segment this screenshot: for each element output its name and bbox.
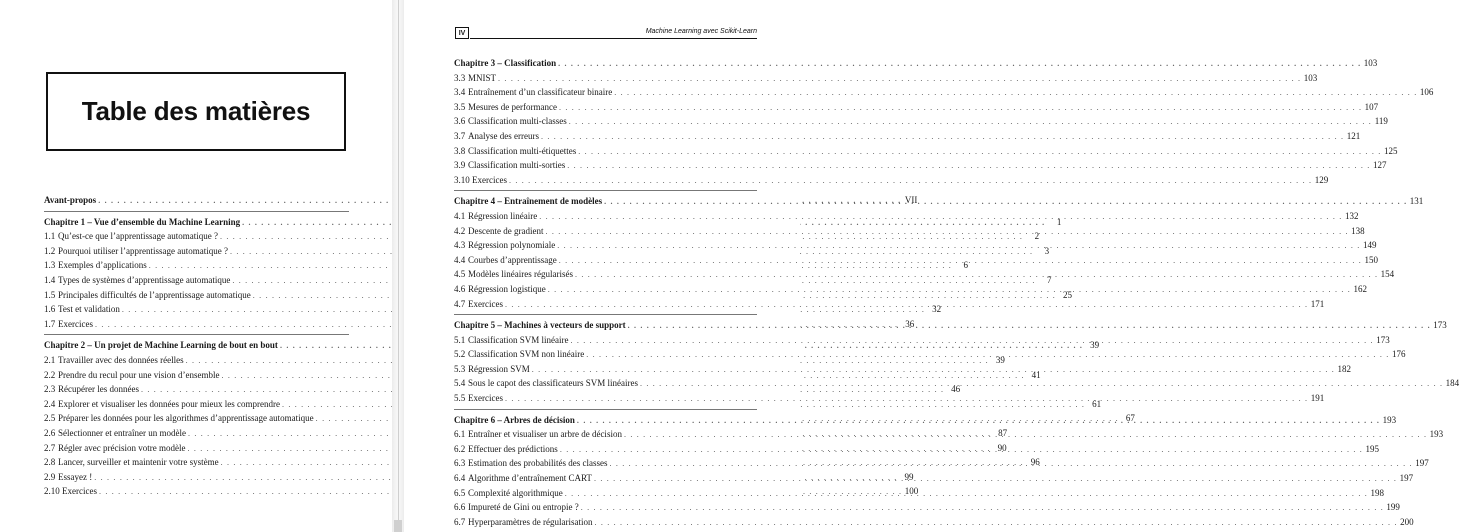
section-number: 3.4: [454, 87, 466, 98]
section-title: Pourquoi utiliser l’apprentissage automatique ?: [58, 245, 228, 256]
section-number: 2.6: [44, 427, 56, 438]
section-title: Principales difficultés de l’apprentissage automatique: [58, 289, 251, 300]
section-title: Exercices: [468, 298, 503, 309]
section-title: Exemples d’applications: [58, 260, 147, 271]
page-number: 154: [1380, 269, 1395, 280]
section-number: 1.7: [44, 318, 56, 329]
section-title: Impureté de Gini ou entropie ?: [468, 502, 579, 513]
page-number: 1: [1056, 216, 1062, 227]
dot-leader: [640, 377, 1443, 392]
toc-section-entry: [454, 267, 1395, 282]
page-number: 182: [1337, 363, 1351, 374]
dot-leader: [577, 414, 1380, 429]
gutter-fold-line: [398, 0, 399, 532]
page-number: 32: [932, 304, 942, 315]
section-title: Essayez !: [58, 471, 93, 482]
chapter-title: Chapitre 3 – Classification: [454, 58, 557, 68]
page-number: 127: [1372, 160, 1387, 171]
section-divider: [454, 314, 757, 315]
page-number: 41: [1031, 369, 1041, 380]
page-number: 7: [1047, 274, 1052, 285]
page-number: 106: [1419, 87, 1434, 98]
section-title: Régression SVM: [468, 363, 530, 374]
dot-leader: [560, 443, 1363, 458]
section-title: Estimation des probabilités des classes: [468, 458, 608, 469]
page-number: 171: [1310, 298, 1325, 309]
section-title: Récupérer les données: [58, 384, 139, 395]
dot-leader: [505, 298, 1308, 313]
section-number: 3.3: [454, 72, 466, 83]
section-title: Régler avec précision votre modèle: [58, 442, 186, 453]
section-number: 6.7: [454, 516, 466, 527]
section-number: 4.7: [454, 298, 466, 309]
section-title: Régression linéaire: [468, 210, 538, 221]
dot-leader: [539, 210, 1342, 225]
section-number: 6.4: [454, 473, 466, 484]
section-title: Exercices: [472, 174, 507, 185]
page-number: 131: [1409, 196, 1424, 207]
page-number: 132: [1344, 210, 1359, 221]
page-number: 100: [904, 486, 919, 497]
dot-leader: [545, 225, 1348, 240]
page-number: 193: [1382, 414, 1397, 425]
page-number: 6: [963, 260, 968, 271]
section-title: Algorithme d’entraînement CART: [468, 473, 592, 484]
dot-leader: [594, 516, 1397, 531]
section-title: Sélectionner et entraîner un modèle: [58, 427, 186, 438]
section-number: 2.7: [44, 442, 56, 453]
dot-leader: [614, 86, 1417, 101]
section-divider: [454, 409, 757, 410]
page-number: 96: [1030, 457, 1040, 468]
toc-section-entry: [454, 71, 1318, 86]
section-title: Hyperparamètres de régularisation: [468, 516, 593, 527]
chapter-title: Chapitre 6 – Arbres de décision: [454, 414, 575, 425]
page-number: 46: [951, 384, 961, 395]
page-number: 149: [1362, 240, 1377, 251]
running-head: Machine Learning avec Scikit-Learn: [645, 28, 757, 35]
page-number: 138: [1351, 225, 1365, 236]
section-title: Test et validation: [58, 304, 120, 315]
section-title: Exercices: [468, 393, 503, 404]
section-title: Régression polynomiale: [468, 240, 556, 251]
section-number: 1.1: [44, 231, 56, 242]
section-title: MNIST: [468, 72, 497, 83]
page-number: 199: [1386, 502, 1400, 513]
page-number: 3: [1044, 245, 1050, 256]
section-number: 3.7: [454, 130, 466, 141]
page-number: 173: [1433, 320, 1447, 331]
page-number: 119: [1374, 116, 1388, 127]
section-number: 6.2: [454, 443, 466, 454]
dot-leader: [559, 101, 1362, 116]
chapter-title: Chapitre 2 – Un projet de Machine Learning de bout en bout: [44, 340, 278, 351]
page-number: 200: [1400, 516, 1414, 527]
page-number: 125: [1383, 145, 1398, 156]
section-number: 4.1: [454, 210, 466, 221]
section-number: 4.3: [454, 240, 466, 251]
dot-leader: [509, 174, 1312, 189]
page-number: 2: [1034, 231, 1040, 242]
page-number: VII: [904, 195, 918, 205]
toc-section-entry: [454, 209, 1359, 224]
toc-section-entry: [454, 85, 1434, 100]
page-number: 25: [1062, 289, 1072, 300]
section-title: Préparer les données pour les algorithmes d’apprentissage automatique: [58, 413, 314, 424]
page-number: 39: [1090, 340, 1100, 351]
page-number: 197: [1415, 458, 1429, 469]
section-number: 1.4: [44, 274, 56, 285]
section-title: Qu’est-ce que l’apprentissage automatique ?: [58, 231, 218, 242]
toc-section-entry: [454, 129, 1361, 144]
page-number: 99: [904, 471, 914, 482]
toc-block: [454, 56, 1434, 187]
section-number: 4.2: [454, 225, 466, 236]
page-number: 36: [905, 318, 915, 329]
section-number: 6.3: [454, 458, 466, 469]
page-number: 191: [1310, 393, 1325, 404]
section-title: Classification multi-classes: [468, 116, 567, 127]
section-title: Exercices: [62, 486, 97, 497]
running-head-rule: [470, 38, 757, 39]
chapter-title: Chapitre 1 – Vue d’ensemble du Machine Learning: [44, 216, 241, 227]
toc-section-entry: [454, 114, 1388, 129]
page-number: 67: [1125, 413, 1135, 424]
section-title: Explorer et visualiser les données pour mieux les comprendre: [58, 398, 280, 409]
section-number: 2.9: [44, 471, 56, 482]
section-number: 3.5: [454, 101, 466, 112]
section-number: 6.6: [454, 502, 466, 513]
dot-leader: [586, 348, 1389, 363]
section-divider: [44, 211, 349, 212]
section-number: 4.6: [454, 283, 466, 294]
page-number: 90: [997, 442, 1007, 453]
section-number: 4.4: [454, 254, 466, 265]
dot-leader: [594, 472, 1397, 487]
toc-section-entry: [454, 144, 1398, 159]
section-number: 3.8: [454, 145, 466, 156]
section-title: Effectuer des prédictions: [468, 443, 558, 454]
toc-section-entry: [454, 100, 1379, 115]
toc-section-entry: [454, 238, 1377, 253]
page-number: 107: [1364, 101, 1379, 112]
dot-leader: [505, 392, 1308, 407]
section-title: Entraînement d’un classificateur binaire: [468, 87, 613, 98]
page-number: 195: [1365, 443, 1380, 454]
toc-section-entry: [454, 173, 1329, 188]
page-number: 184: [1445, 378, 1459, 389]
page-number: 162: [1353, 283, 1367, 294]
section-title: Courbes d’apprentissage: [468, 254, 557, 265]
section-title: Descente de gradient: [468, 225, 544, 236]
page-number: 121: [1346, 130, 1361, 141]
section-number: 6.5: [454, 487, 466, 498]
dot-leader: [578, 145, 1381, 160]
section-title: Classification multi-étiquettes: [468, 145, 577, 156]
section-title: Analyse des erreurs: [468, 130, 539, 141]
section-title: Prendre du recul pour une vision d’ensemble: [58, 369, 220, 380]
section-title: Classification SVM non linéaire: [468, 349, 585, 360]
section-number: 2.1: [44, 354, 56, 365]
section-title: Classification SVM linéaire: [468, 334, 569, 345]
toc-section-entry: [454, 253, 1378, 268]
page-number: 103: [1363, 58, 1378, 68]
section-number: 5.3: [454, 363, 466, 374]
dot-leader: [575, 268, 1378, 283]
dot-leader: [581, 501, 1384, 516]
section-title: Complexité algorithmique: [468, 487, 563, 498]
section-number: 6.1: [454, 429, 466, 440]
section-number: 3.10: [454, 174, 470, 185]
dot-leader: [624, 428, 1427, 443]
dot-leader: [541, 130, 1344, 145]
toc-section-entry: [454, 500, 1400, 515]
toc-section-entry: [454, 515, 1414, 530]
section-title: Régression logistique: [468, 283, 546, 294]
section-number: 1.5: [44, 289, 56, 300]
section-title: Types de systèmes d’apprentissage automatique: [58, 274, 231, 285]
page-number: 198: [1370, 487, 1384, 498]
section-number: 1.3: [44, 260, 56, 271]
section-number: 2.3: [44, 384, 56, 395]
dot-leader: [570, 334, 1373, 349]
section-title: Classification multi-sorties: [468, 160, 566, 171]
section-number: 2.2: [44, 369, 56, 380]
page-number: 61: [1092, 398, 1102, 409]
section-number: 1.2: [44, 245, 56, 256]
section-title: Mesures de performance: [468, 101, 557, 112]
dot-leader: [609, 457, 1412, 472]
title-box: [46, 72, 346, 151]
section-title: Entraîner et visualiser un arbre de décision: [468, 429, 622, 440]
section-title: Sous le capot des classificateurs SVM linéaires: [468, 378, 638, 389]
chapter-title: Avant-propos: [44, 195, 97, 205]
dot-leader: [559, 254, 1362, 269]
section-number: 5.1: [454, 334, 466, 345]
section-title: Modèles linéaires régularisés: [468, 269, 573, 280]
dot-leader: [532, 363, 1335, 378]
page-number: 193: [1429, 429, 1444, 440]
section-number: 5.5: [454, 393, 466, 404]
section-number: 2.8: [44, 457, 56, 468]
section-number: 1.6: [44, 304, 56, 315]
dot-leader: [628, 319, 1431, 334]
section-divider: [454, 190, 757, 191]
section-title: Exercices: [58, 318, 93, 329]
page-number: 39: [995, 354, 1005, 365]
section-number: 5.4: [454, 378, 466, 389]
section-number: 2.4: [44, 398, 56, 409]
page-number: 150: [1364, 254, 1378, 265]
dot-leader: [498, 72, 1301, 87]
dot-leader: [569, 115, 1372, 130]
section-divider: [44, 334, 349, 335]
section-number: 5.2: [454, 349, 466, 360]
dot-leader: [558, 57, 1361, 72]
page-number: 129: [1314, 174, 1329, 185]
chapter-title: Chapitre 5 – Machines à vecteurs de support: [454, 320, 626, 331]
dot-leader: [565, 487, 1368, 502]
toc-chapter-entry: [454, 56, 1378, 71]
section-number: 3.6: [454, 116, 466, 127]
dot-leader: [548, 283, 1351, 298]
dot-leader: [567, 159, 1370, 174]
toc-section-entry: [454, 224, 1365, 239]
section-title: Lancer, surveiller et maintenir votre système: [58, 457, 219, 468]
chapter-title: Chapitre 4 – Entraînement de modèles: [454, 196, 603, 207]
page-number: 87: [998, 427, 1008, 438]
page-number-badge: IV: [455, 27, 469, 39]
page-number: 176: [1391, 349, 1406, 360]
section-number: 2.10: [44, 486, 60, 497]
section-number: 2.5: [44, 413, 56, 424]
page-title: Table des matières: [81, 96, 311, 126]
gutter-mark: [394, 520, 402, 532]
section-number: 4.5: [454, 269, 466, 280]
page-number: 197: [1399, 473, 1414, 484]
dot-leader: [557, 239, 1360, 254]
section-number: 3.9: [454, 160, 466, 171]
section-title: Travailler avec des données réelles: [58, 354, 184, 365]
toc-section-entry: [454, 158, 1387, 173]
page-number: 103: [1303, 72, 1318, 83]
dot-leader: [604, 195, 1407, 210]
page-number: 173: [1376, 334, 1390, 345]
